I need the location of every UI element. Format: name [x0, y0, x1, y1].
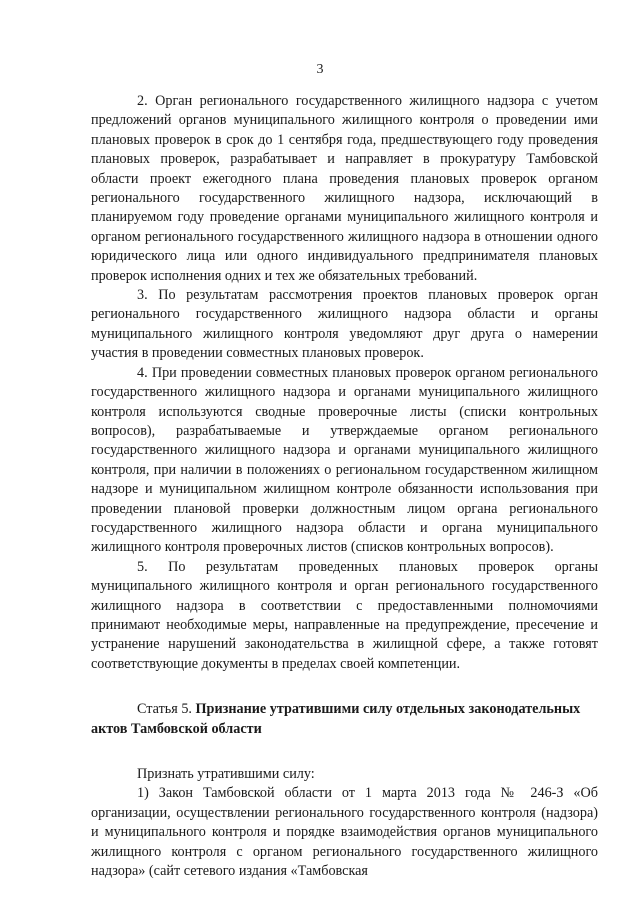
article-label: Статья 5.	[137, 701, 196, 718]
paragraph-4: 4. При проведении совместных плановых проверок органом регионального государственного жилищного надзора и органами муниципального жилищного контроля используются сводные проверочные листы (списки контрольных вопросов), разрабатываемые и утверждаемые органом регионального государственного жилищного надзора и органами муниципального жилищного контроля, при наличии в положениях о региональном государственном жилищном надзоре и муниципальном жилищном контроле обязанности использования при проведении плановой проверки должностным лицом органа регионального государственного жилищного надзора области и органа муниципального жилищного контроля проверочных листов (списков контрольных вопросов).	[91, 364, 598, 556]
page-number: 3	[316, 62, 324, 77]
document-body	[91, 92, 598, 881]
paragraph-3: 3. По результатам рассмотрения проектов плановых проверок орган регионального государственного жилищного надзора области и органы муниципального жилищного контроля уведомляют друг друга о намерении участия в проведении совместных плановых проверок.	[91, 287, 598, 362]
article-heading	[91, 700, 598, 739]
paragraph-5: 5. По результатам проведенных плановых проверок органы муниципального жилищного контроля и орган регионального государственного жилищного надзора в соответствии с предоставленными полномочиями принимают необходимые меры, направленные на предупреждение, пресечение и устранение нарушений законодательства в жилищной сфере, а также готовят соответствующие документы в пределах своей компетенции.	[91, 558, 598, 672]
paragraph-2: 2. Орган регионального государственного жилищного надзора с учетом предложений органов муниципального жилищного контроля о проведении ими плановых проверок в срок до 1 сентября года, предшествующего году проведения плановых проверок, разрабатывает и направляет в прокуратуру Тамбовской области проект ежегодного плана проведения плановых проверок органом регионального государственного жилищного надзора, исключающий в планируемом году проведение органами муниципального жилищного контроля и органом регионального государственного жилищного надзора в отношении одного юридического лица или одного индивидуального предпринимателя плановых проверок исполнения одних и тех же обязательных требований.	[91, 93, 598, 284]
article-title: Признание утратившими силу отдельных законодательных актов Тамбовской области	[91, 701, 581, 737]
repeal-item-1: 1) Закон Тамбовской области от 1 марта 2013 года № 246-З «Об организации, осуществлении регионального государственного контроля (надзора) и муниципального контроля и порядке взаимодействия органов муниципального жилищного контроля с органом регионального государственного жилищного надзора» (сайт сетевого издания «Тамбовская	[91, 785, 598, 880]
repeal-intro: Признать утратившими силу:	[137, 766, 315, 782]
